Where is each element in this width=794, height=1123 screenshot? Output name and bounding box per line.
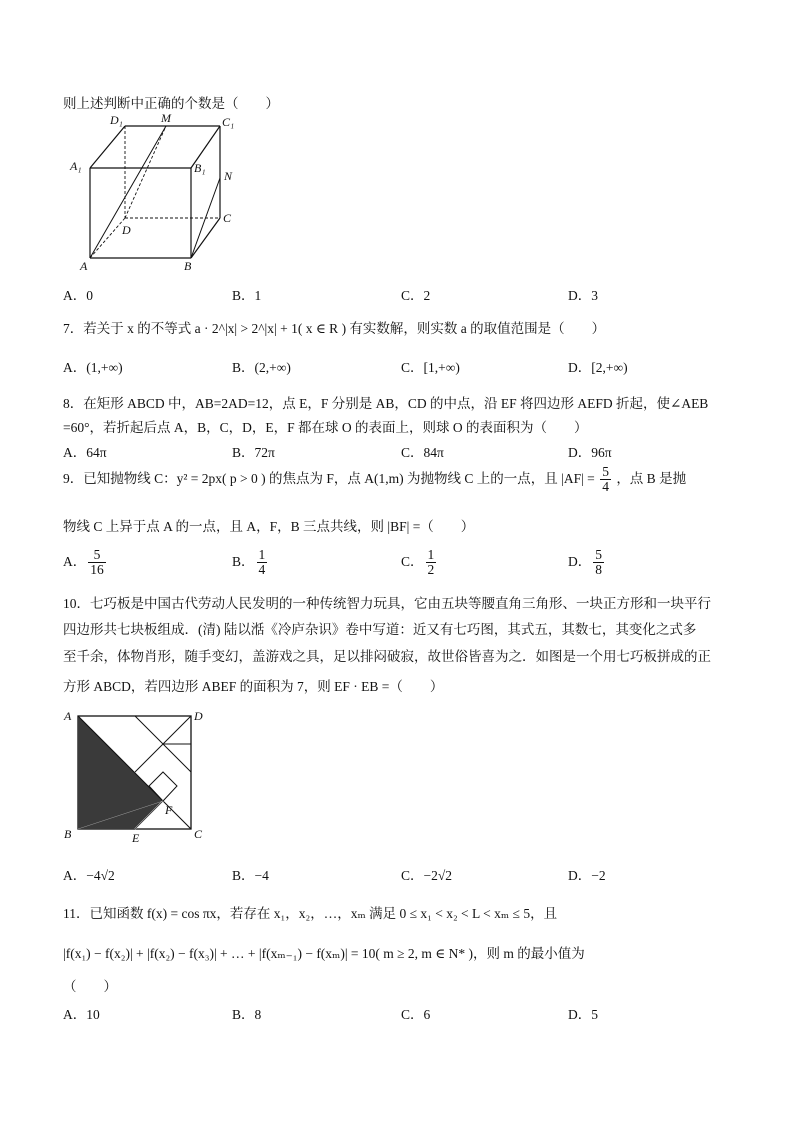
q9-option-c-num: 1 (427, 547, 435, 562)
q9-option-a-num: 5 (88, 548, 106, 563)
q6-option-d[interactable]: D．3 (568, 288, 598, 303)
q11-option-c[interactable]: C．6 (401, 1007, 431, 1022)
q9-option-b-den: 4 (258, 562, 266, 578)
q9-line-1-start: 9．已知抛物线 C：y² = 2px( p > 0 ) 的焦点为 F，点 A(1,m) 为抛物线 C 上的一点，且 |AF| = (63, 470, 595, 486)
q8-line-1: 8．在矩形 ABCD 中，AB=2AD=12，点 E，F 分别是 AB，CD 的中点，沿 EF 将四边形 AEFD 折起，使∠AEB (63, 396, 709, 411)
q9-option-a[interactable] (63, 548, 108, 577)
q9-option-c-label: C． (401, 553, 424, 569)
q10-tangram-figure (60, 702, 210, 848)
cube-label-c: C (223, 211, 232, 225)
q8-option-d[interactable]: D．96π (568, 445, 612, 460)
q10-option-b[interactable]: B．−4 (232, 868, 269, 883)
q9-option-b-fraction (257, 548, 268, 577)
q9-option-c[interactable] (401, 548, 438, 577)
q9-option-d[interactable] (568, 548, 606, 577)
q10-option-c[interactable]: C．−2√2 (401, 868, 453, 883)
tangram-label-f: F (165, 803, 173, 817)
q6-cube-figure (66, 112, 246, 278)
q9-option-a-label: A． (63, 553, 87, 569)
cube-label-b: B (184, 259, 192, 273)
q9-line-1-end: ，点 B 是抛 (616, 470, 687, 486)
q7-option-d[interactable]: D．[2,+∞) (568, 360, 628, 375)
cube-label-a: A (80, 259, 88, 273)
q9-option-d-fraction (593, 548, 604, 577)
q10-line-2: 四边形共七块板组成．(清) 陆以湉《冷庐杂识》卷中写道：近又有七巧图，其式五，其数七，其变化之式多 (63, 622, 697, 637)
q9-option-c-den: 2 (427, 562, 435, 578)
q9-option-a-fraction (88, 548, 106, 577)
q6-option-b[interactable]: B．1 (232, 288, 262, 303)
q9-option-d-den: 8 (595, 562, 602, 578)
tangram-label-b: B (64, 827, 72, 841)
cube-label-m: M (161, 112, 171, 125)
q10-line-3: 至千余，体物肖形，随手变幻，盖游戏之具，足以排闷破寂，故世俗皆喜为之．如图是一个用七巧板拼成的正 (63, 649, 711, 664)
q9-option-b-num: 1 (258, 547, 266, 562)
q11-line-1: 11．已知函数 f(x) = cos πx，若存在 x₁，x₂，…，xₘ 满足 0 ≤ x₁ < x₂ < L < xₘ ≤ 5，且 (63, 906, 558, 921)
q8-line-2: =60°，若折起后点 A，B，C，D，E，F 都在球 O 的表面上，则球 O 的表面积为（ ） (63, 420, 588, 435)
cube-label-d1: D₁ (110, 113, 123, 127)
q7-prompt: 7．若关于 x 的不等式 a · 2^|x| > 2^|x| + 1( x ∈ R ) 有实数解，则实数 a 的取值范围是（ ） (63, 321, 606, 336)
q9-af-denominator: 4 (602, 479, 609, 495)
q6-prompt: 则上述判断中正确的个数是（ ） (63, 96, 279, 111)
q7-option-c[interactable]: C．[1,+∞) (401, 360, 460, 375)
cube-label-n: N (224, 169, 233, 183)
q9-option-c-fraction (426, 548, 437, 577)
q11-option-b[interactable]: B．8 (232, 1007, 262, 1022)
q11-option-a[interactable]: A．10 (63, 1007, 100, 1022)
q6-option-c[interactable]: C．2 (401, 288, 431, 303)
cube-label-c1: C₁ (222, 115, 235, 129)
q10-line-4: 方形 ABCD，若四边形 ABEF 的面积为 7，则 EF · EB =（ ） (63, 679, 444, 694)
q8-option-a[interactable]: A．64π (63, 445, 107, 460)
tangram-label-e: E (132, 831, 140, 844)
q10-option-a[interactable]: A．−4√2 (63, 868, 115, 883)
q11-line-2: |f(x₁) − f(x₂)| + |f(x₂) − f(x₃)| + … + |f(xₘ₋₁) − f(xₘ)| = 10( m ≥ 2, m ∈ N* )，则 m 的最小值为 (63, 946, 585, 961)
q11-line-3: （ ） (63, 979, 117, 994)
q11-option-d[interactable]: D．5 (568, 1007, 598, 1022)
tangram-label-d: D (194, 709, 203, 723)
cube-label-d: D (122, 223, 131, 237)
q8-option-c[interactable]: C．84π (401, 445, 444, 460)
q10-line-1: 10．七巧板是中国古代劳动人民发明的一种传统智力玩具，它由五块等腰直角三角形、一块正方形和一块平行 (63, 596, 711, 611)
q9-option-b[interactable] (232, 548, 269, 577)
tangram-label-c: C (194, 827, 203, 841)
cube-label-a1: A₁ (70, 159, 82, 173)
q9-line-1 (63, 465, 686, 494)
q9-line-2: 物线 C 上异于点 A 的一点，且 A，F，B 三点共线，则 |BF| =（ ） (63, 519, 475, 534)
q9-option-b-label: B． (232, 553, 255, 569)
q6-option-a[interactable]: A．0 (63, 288, 93, 303)
q10-option-d[interactable]: D．−2 (568, 868, 606, 883)
cube-label-b1: B₁ (194, 161, 206, 175)
q9-option-a-den: 16 (90, 562, 104, 578)
tangram-label-a: A (64, 709, 72, 723)
q8-option-b[interactable]: B．72π (232, 445, 275, 460)
q9-af-numerator: 5 (602, 464, 609, 479)
q9-option-d-label: D． (568, 553, 592, 569)
q9-option-d-num: 5 (595, 547, 602, 562)
q7-option-a[interactable]: A．(1,+∞) (63, 360, 123, 375)
q9-af-fraction (600, 465, 611, 494)
q7-option-b[interactable]: B．(2,+∞) (232, 360, 291, 375)
